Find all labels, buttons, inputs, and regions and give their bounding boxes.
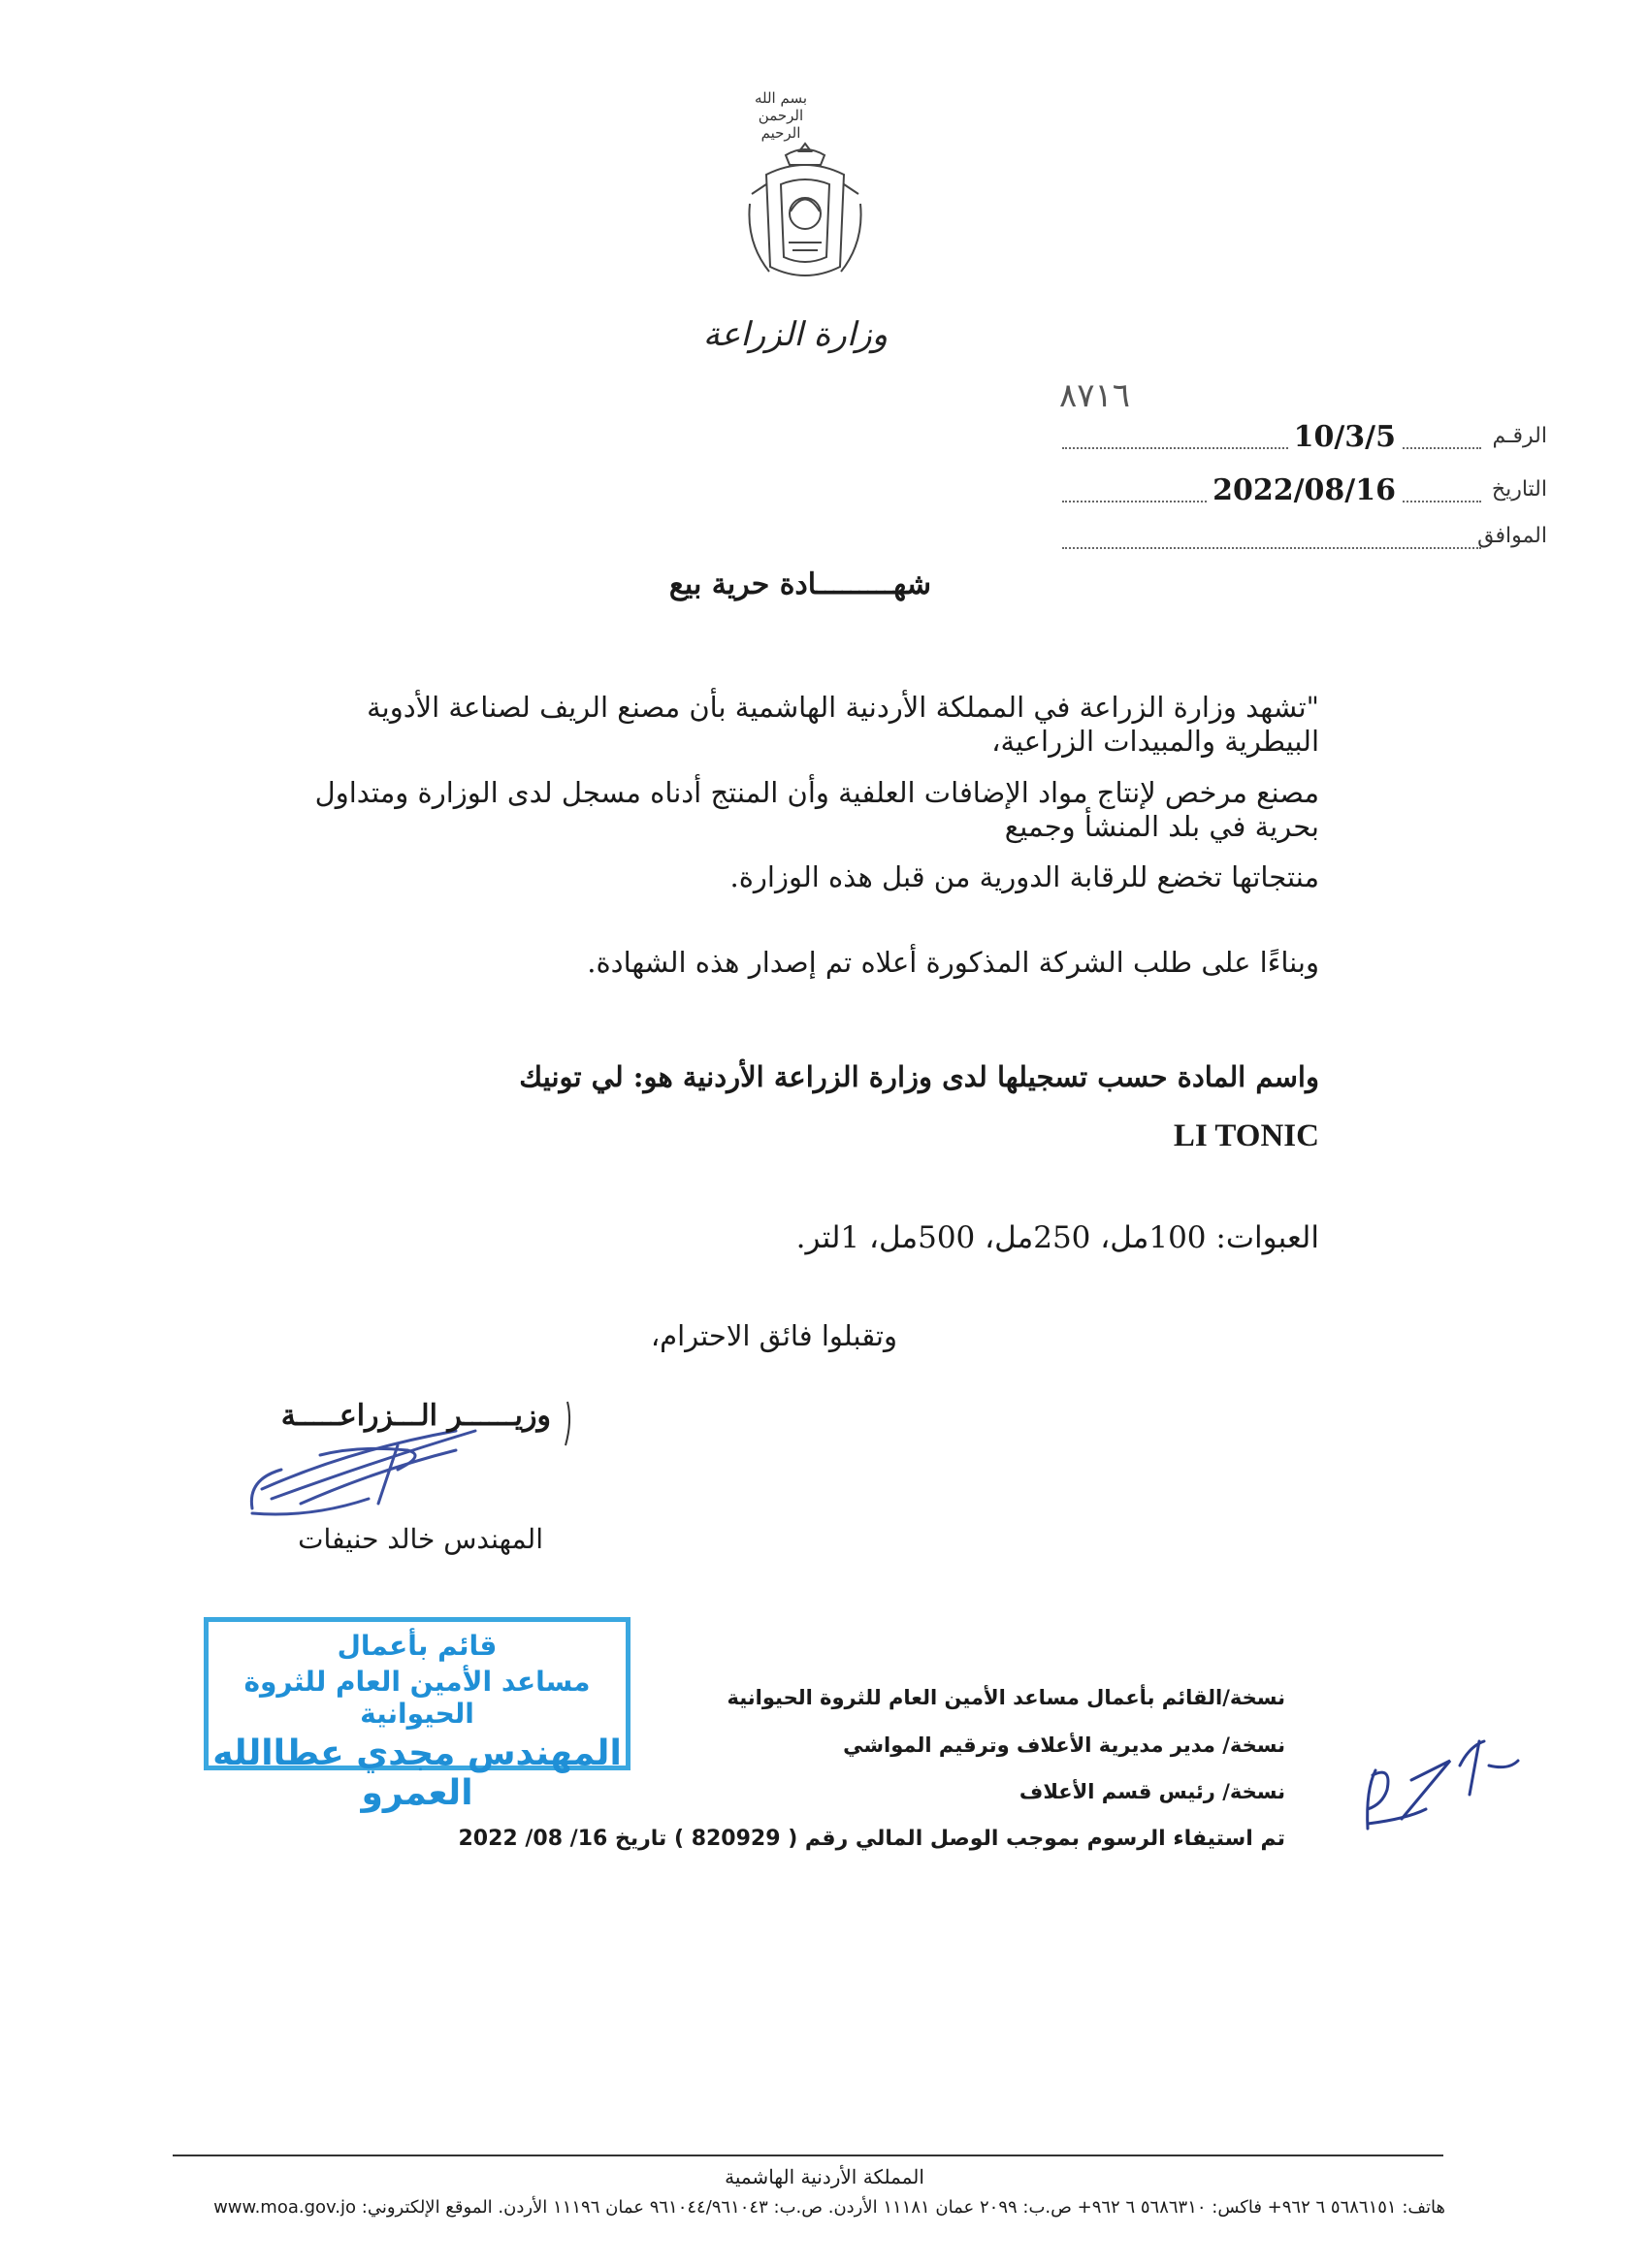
hijri-label: الموافق [1477,524,1547,548]
dotted-line [1062,547,1481,549]
footer-contact-info: هاتف: ٥٦٨٦١٥١ ٦ ٩٦٢+ فاكس: ٥٦٨٦٣١٠ ٦ ٩٦٢+ ص.ب: ٢٠٩٩ عمان ١١١٨١ الأردن. ص.ب: ٩٦١٠٤٤/٩٦١٠٤٣ عمان ١١١٩٦ الأردن. الموقع الإلكتروني: www.moa.gov.jo [213,2197,1445,2218]
stamp-line-2: مساعد الأمين العام للثروة الحيوانية [243,1666,591,1730]
date-label: التاريخ [1491,477,1547,502]
copy-recipient-1: نسخة/القائم بأعمال مساعد الأمين العام للثروة الحيوانية [727,1686,1285,1709]
body-line-4: وبناءًا على طلب الشركة المذكورة أعلاه تم إصدار هذه الشهادة. [587,946,1319,979]
basmala: بسم الله الرحمن الرحيم [754,89,808,142]
official-blue-stamp [204,1617,630,1813]
reference-stamp-number: ٨٧١٦ [1059,376,1131,415]
packaging-line: العبوات: 100مل، 250مل، 500مل، 1لتر. [795,1220,1319,1255]
fee-payment-note: تم استيفاء الرسوم بموجب الوصل المالي رقم ( 820929 ) تاريخ 16/ 08/ 2022 [458,1827,1285,1851]
footer-divider [173,2155,1443,2156]
stamp-line-3: المهندس مجدي عطاالله العمرو [212,1733,622,1813]
footer-kingdom-name: المملكة الأردنية الهاشمية [725,2165,924,2188]
body-line-3: منتجاتها تخضع للرقابة الدورية من قبل هذه الوزارة. [729,860,1319,893]
stamp-line-1: قائم بأعمال [337,1630,498,1662]
closing-line: وتقبلوا فائق الاحترام، [650,1319,897,1352]
royal-crest-emblem [742,136,868,291]
body-line-2: مصنع مرخص لإنتاج مواد الإضافات العلفية وأن المنتج أدناه مسجل لدى الوزارة ومتداول بحرية في بلد المنشأ وجميع [314,776,1319,843]
signatory-name: المهندس خالد حنيفات [298,1523,543,1555]
meta-number-row [1062,420,1547,463]
certificate-title: شهـــــــــادة حرية بيع [668,567,931,601]
registration-line: واسم المادة حسب تسجيلها لدى وزارة الزراعة الأردنية هو: لي تونيك [519,1060,1319,1093]
number-label: الرقـم [1492,424,1547,448]
meta-hijri-row [1062,524,1547,563]
ministry-logo-text: وزارة الزراعة [702,315,889,354]
dotted-line [1062,447,1481,449]
copy-recipient-2: نسخة/ مدير مديرية الأعلاف وترقيم المواشي [843,1733,1285,1757]
signatory-title: وزيــــــر الـــزراعـــــة [280,1399,551,1433]
copy-recipient-3: نسخة/ رئيس قسم الأعلاف [1018,1780,1285,1803]
handwritten-initials [1353,1736,1528,1833]
date-value: 2022/08/16 [1207,473,1402,507]
product-name: LI TONIC [1173,1118,1319,1153]
body-line-1: "تشهد وزارة الزراعة في المملكة الأردنية الهاشمية بأن مصنع الريف لصناعة الأدوية البيطرية والمبيدات الزراعية، [367,691,1319,758]
number-value: 10/3/5 [1288,420,1402,454]
meta-date-row [1062,473,1547,516]
